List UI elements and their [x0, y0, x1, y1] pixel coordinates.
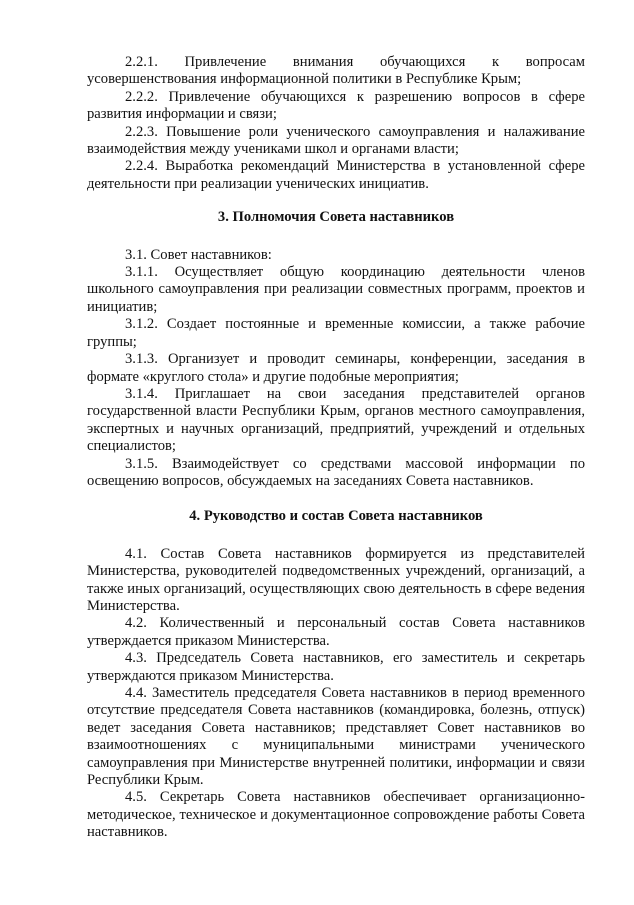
- document-page: [87, 54, 585, 842]
- paragraph-3-1-1: 3.1.1. Осуществляет общую координацию деятельности членов школьного самоуправления при реализации совместных программ, проектов и инициатив;: [87, 264, 585, 315]
- paragraph-2-2-3: 2.2.3. Повышение роли ученического самоуправления и налаживание взаимодействия между учениками школ и органами власти;: [87, 123, 585, 158]
- paragraph-3-1-2: 3.1.2. Создает постоянные и временные комиссии, а также рабочие группы;: [87, 316, 585, 350]
- paragraph-4-4: 4.4. Заместитель председателя Совета наставников в период временного отсутствие председателя Совета наставников (командировка, болезнь, отпуск) ведет заседания Совета наставников; представляет Совет наставников во взаимоотношениях с муниципальными министрами ученического самоуправления при Министерстве внутренней политики, информации и связи Республики Крым.: [87, 685, 585, 789]
- section-4-heading: 4. Руководство и состав Совета наставников: [189, 508, 483, 525]
- paragraph-2-2-4: 2.2.4. Выработка рекомендаций Министерства в установленной сфере деятельности при реализации ученических инициатив.: [87, 158, 585, 192]
- paragraph-3-1-5: 3.1.5. Взаимодействует со средствами массовой информации по освещению вопросов, обсуждаемых на заседаниях Совета наставников.: [87, 455, 585, 489]
- paragraph-4-2: 4.2. Количественный и персональный состав Совета наставников утверждается приказом Министерства.: [87, 615, 585, 649]
- paragraph-4-1: 4.1. Состав Совета наставников формируется из представителей Министерства, руководителей подведомственных учреждений, организаций, а также иных организаций, осуществляющих свою деятельность в сфере ведения Министерства.: [87, 545, 585, 614]
- paragraph-2-2-1: 2.2.1. Привлечение внимания обучающихся к вопросам усовершенствования информационной политики в Республике Крым;: [87, 54, 585, 88]
- paragraph-4-3: 4.3. Председатель Совета наставников, его заместитель и секретарь утверждаются приказом Министерства.: [87, 650, 585, 684]
- paragraph-4-5: 4.5. Секретарь Совета наставников обеспечивает организационно-методическое, техническое и документационное сопровождение работы Совета наставников.: [87, 789, 585, 841]
- section-3-heading: 3. Полномочия Совета наставников: [217, 209, 455, 226]
- paragraph-3-1-3: 3.1.3. Организует и проводит семинары, конференции, заседания в формате «круглого стола» и другие подобные мероприятия;: [87, 351, 585, 385]
- paragraph-3-1: 3.1. Совет наставников:: [125, 246, 272, 263]
- paragraph-3-1-4: 3.1.4. Приглашает на свои заседания представителей органов государственной власти Республики Крым, органов местного самоуправления, экспертных и научных организаций, предприятий, учреждений и отдельных специалистов;: [87, 385, 585, 455]
- paragraph-2-2-2: 2.2.2. Привлечение обучающихся к разрешению вопросов в сфере развития информации и связи;: [87, 88, 585, 123]
